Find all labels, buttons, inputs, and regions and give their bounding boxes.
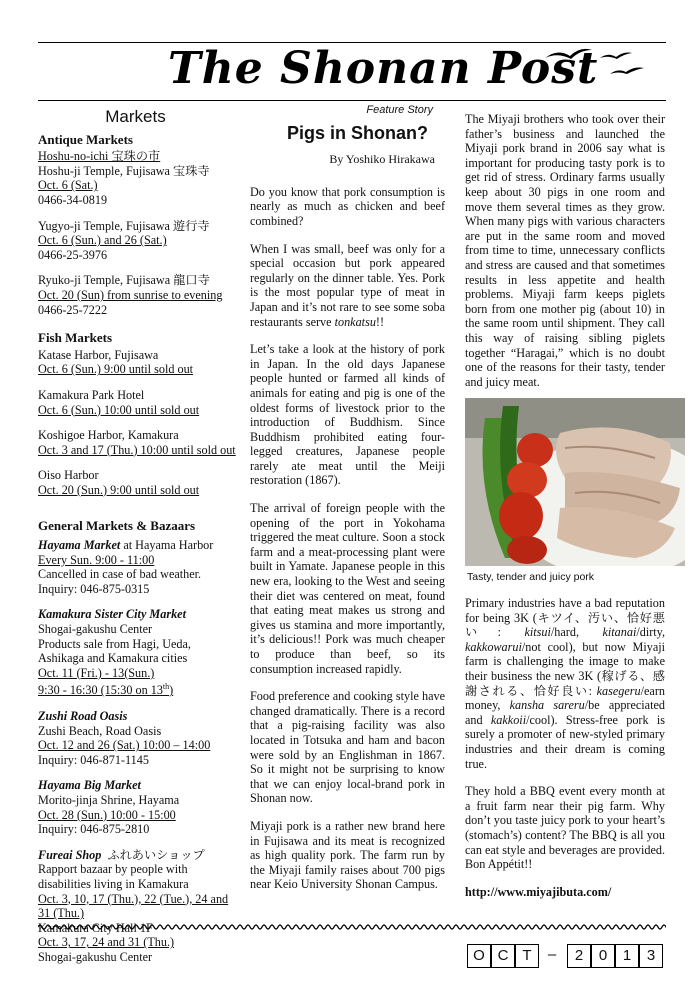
- market-name: Fureai Shop: [38, 847, 102, 862]
- market-entry: [38, 607, 238, 698]
- market-location: Morito-jinja Shrine, Hayama: [38, 793, 180, 808]
- market-name: Hoshu-no-ichi 宝珠の市: [38, 149, 161, 164]
- closing-paren: ): [169, 683, 174, 698]
- market-entry: [38, 388, 238, 417]
- antique-markets-heading: Antique Markets: [38, 131, 133, 147]
- market-location: Oiso Harbor: [38, 468, 99, 483]
- market-phone: Inquiry: 046-871-1145: [38, 752, 149, 767]
- market-date: Every Sun. 9:00 - 11:00: [38, 552, 155, 567]
- market-entry: [38, 273, 238, 317]
- feature-label: Feature Story: [366, 104, 433, 116]
- market-location: Koshigoe Harbor, Kamakura: [38, 428, 179, 443]
- market-note: Cancelled in case of bad weather.: [38, 567, 202, 582]
- photo-caption: Tasty, tender and juicy pork: [467, 571, 595, 583]
- article-paragraph: Miyaji pork is a rather new brand here in Fujisawa and its meat is recognized as high quality pork. The farm run by the Miyaji family raises about 700 pigs near Keio University Shonan Campus.: [250, 818, 445, 892]
- market-entry: [38, 348, 238, 377]
- market-name-jp: ふれあいショップ: [107, 847, 205, 862]
- article-text: When I was small, beef was only for a special occasion but pork appeared regularly on the dinner table. Yes. Pork is the most popular type of meat in Japan and it’s not rare to see some soba restaurants serve: [250, 241, 445, 329]
- market-date: Oct. 11 (Fri.) - 13(Sun.): [38, 665, 155, 680]
- article-byline: By Yoshiko Hirakawa: [329, 152, 435, 167]
- market-date: Oct. 20 (Sun.) 9:00 until sold out: [38, 482, 200, 497]
- general-markets-heading: General Markets & Bazaars: [38, 518, 196, 534]
- date-char-box: 2: [567, 944, 591, 968]
- date-char-box: 3: [639, 944, 663, 968]
- market-date: Oct. 3, 17, 24 and 31 (Thu.): [38, 935, 175, 950]
- market-entry: [38, 428, 238, 457]
- market-phone: 0466-34-0819: [38, 192, 108, 207]
- market-entry: [38, 709, 238, 767]
- article-paragraph: Do you know that pork consumption is nearly as much as chicken and beef combined?: [250, 184, 445, 228]
- masthead: [0, 40, 700, 100]
- ordinal-suffix: th: [162, 682, 170, 692]
- article-term: tonkatsu: [334, 314, 376, 329]
- market-date: Oct. 6 (Sun.) 10:00 until sold out: [38, 402, 200, 417]
- market-entry: [38, 778, 238, 836]
- market-name: Zushi Road Oasis: [38, 709, 128, 724]
- market-location: Yugyo-ji Temple, Fujisawa 遊行寺: [38, 218, 210, 233]
- market-location: at Hayama Harbor: [120, 538, 214, 553]
- masthead-title: The Shonan Post: [168, 43, 599, 94]
- market-entry: [38, 538, 238, 596]
- market-phone: 0466-25-7222: [38, 302, 108, 317]
- article-paragraph: Primary industries have a bad reputation for being 3K (キツイ、汚い、恰好悪い: kitsui/hard, kitanai/dirty, kakkowarui/not cool), but now Miyaji farm is challenging the image to make their business the new 3K (稼げる、感謝される、恰好良い: kasegeru/earn money, kansha sareru/be appreciated and kakkoii/cool). Stress-free pork is surely a promoter of new-styled primary industries and their dream is coming true.: [465, 596, 666, 771]
- market-date: Oct. 3 and 17 (Thu.) 10:00 until sold out: [38, 442, 236, 457]
- market-location: Kamakura City Hall 1F: [38, 920, 153, 935]
- article-title: Pigs in Shonan?: [286, 122, 428, 143]
- article-column-right-lower: [465, 596, 665, 912]
- market-location: Ryuko-ji Temple, Fujisawa 龍口寺: [38, 273, 210, 288]
- market-name: Hayama Market: [38, 538, 121, 553]
- pork-photo: [465, 398, 685, 566]
- market-name: Hayama Big Market: [38, 778, 141, 793]
- article-column-right: [465, 112, 665, 402]
- article-paragraph: They hold a BBQ event every month at a fruit farm near their pig farm. Why don’t you taste juicy pork to your heart’s (stomach’s) content? The BBQ is all you can eat style and beverages are provided. Bon Appétit!!: [465, 784, 665, 872]
- article-column: [250, 103, 445, 905]
- market-date: Oct. 12 and 26 (Sat.) 10:00 – 14:00: [38, 738, 211, 753]
- market-phone: 0466-25-3976: [38, 247, 108, 262]
- markets-heading: Markets: [105, 107, 166, 126]
- market-name: Kamakura Sister City Market: [38, 607, 186, 622]
- market-location: Shogai-gakushu Center: [38, 622, 153, 637]
- market-location: Katase Harbor, Fujisawa: [38, 347, 159, 362]
- masthead-bottom-rule: [38, 100, 666, 101]
- market-date: Oct. 20 (Sun) from sunrise to evening: [38, 287, 223, 302]
- market-note: Rapport bazaar by people with disabilities living in Kamakura: [38, 862, 189, 891]
- market-phone: Inquiry: 046-875-2810: [38, 822, 150, 837]
- article-paragraph: The Miyaji brothers who took over their father’s business and launched the Miyaji pork brand in 2006 say what is important for producing tasty pork is to get rid of stress. Ordinary farms usually keep about 30 pigs in one room and move them several times as they grow. When many pigs with various characters are put in the same room and moved from time to time, unnecessary conflicts and stress are caused and that sometimes results in less appetite and health problems. Miyaji farm keeps piglets born from one mother pig (about 10) in the same room until shipment. They call this way of raising sibling piglets together “Haragai,” which is no doubt one of the reasons for their tasty, tender and juicy meat.: [465, 112, 665, 389]
- market-date: Oct. 6 (Sun.) 9:00 until sold out: [38, 362, 194, 377]
- market-date: Oct. 3, 10, 17 (Thu.), 22 (Tue.), 24 and 31 (Thu.): [38, 891, 229, 921]
- article-paragraph: [250, 242, 445, 330]
- website-link[interactable]: http://www.miyajibuta.com/: [465, 884, 612, 899]
- markets-column: [38, 107, 238, 976]
- market-phone: Inquiry: 046-875-0315: [38, 581, 150, 596]
- market-note: Products sale from Hagi, Ueda, Ashikaga and Kamakura cities: [38, 636, 191, 666]
- market-date: Oct. 6 (Sun.) and 26 (Sat.): [38, 233, 167, 248]
- date-char-box: T: [515, 944, 539, 968]
- date-char-box: 1: [615, 944, 639, 968]
- market-date: 9:30 - 16:30 (15:30 on 13: [38, 683, 163, 698]
- article-paragraph: The arrival of foreign people with the opening of the port in Yokohama triggered the meat culture. Soon a stock farm and a meat-processing plant were built in Yamate. Japanese people in this new era, looking to the West and seeing their diet was centered on meat, found that eating meat makes us strong and gives us stamina and more importantly, it’s delicious!! Pork was much cheaper to produce than beef, so its consumption increased rapidly.: [250, 501, 445, 676]
- fish-markets-heading: Fish Markets: [38, 330, 113, 346]
- market-location: Shogai-gakushu Center: [38, 949, 153, 964]
- market-date: Oct. 28 (Sun.) 10:00 - 15:00: [38, 807, 176, 822]
- market-entry: [38, 149, 238, 207]
- market-entry: [38, 848, 238, 965]
- article-text: !!: [375, 314, 385, 329]
- market-location: Zushi Beach, Road Oasis: [38, 723, 162, 738]
- date-char-box: 0: [591, 944, 615, 968]
- market-entry: [38, 468, 238, 497]
- market-date: Oct. 6 (Sat.): [38, 178, 98, 193]
- article-paragraph: Let’s take a look at the history of pork in Japan. In the old days Japanese people hunted or farmed all kinds of animals for eating and pig is one of the oldest forms of livestock prior to the introduction of Buddhism. Since Buddhism prohibited eating four-legged creatures, Japanese people rarely ate meat until the Meiji restoration (1867).: [250, 342, 445, 488]
- market-location: Kamakura Park Hotel: [38, 387, 145, 402]
- market-entry: [38, 219, 238, 263]
- date-char-box: C: [491, 944, 515, 968]
- date-dash: –: [547, 946, 557, 963]
- seagulls-icon: [540, 44, 650, 84]
- article-paragraph: Food preference and cooking style have changed dramatically. There is a record that a pig-raising facility was also located in Totsuka and ham and bacon were sold by an Englishman in 1867. So it might not be surprising to know that we can enjoy local-brand pork in Shonan now.: [250, 689, 445, 806]
- wavy-divider: [38, 923, 666, 931]
- date-char-box: O: [467, 944, 491, 968]
- market-location: Hoshu-ji Temple, Fujisawa 宝珠寺: [38, 163, 210, 178]
